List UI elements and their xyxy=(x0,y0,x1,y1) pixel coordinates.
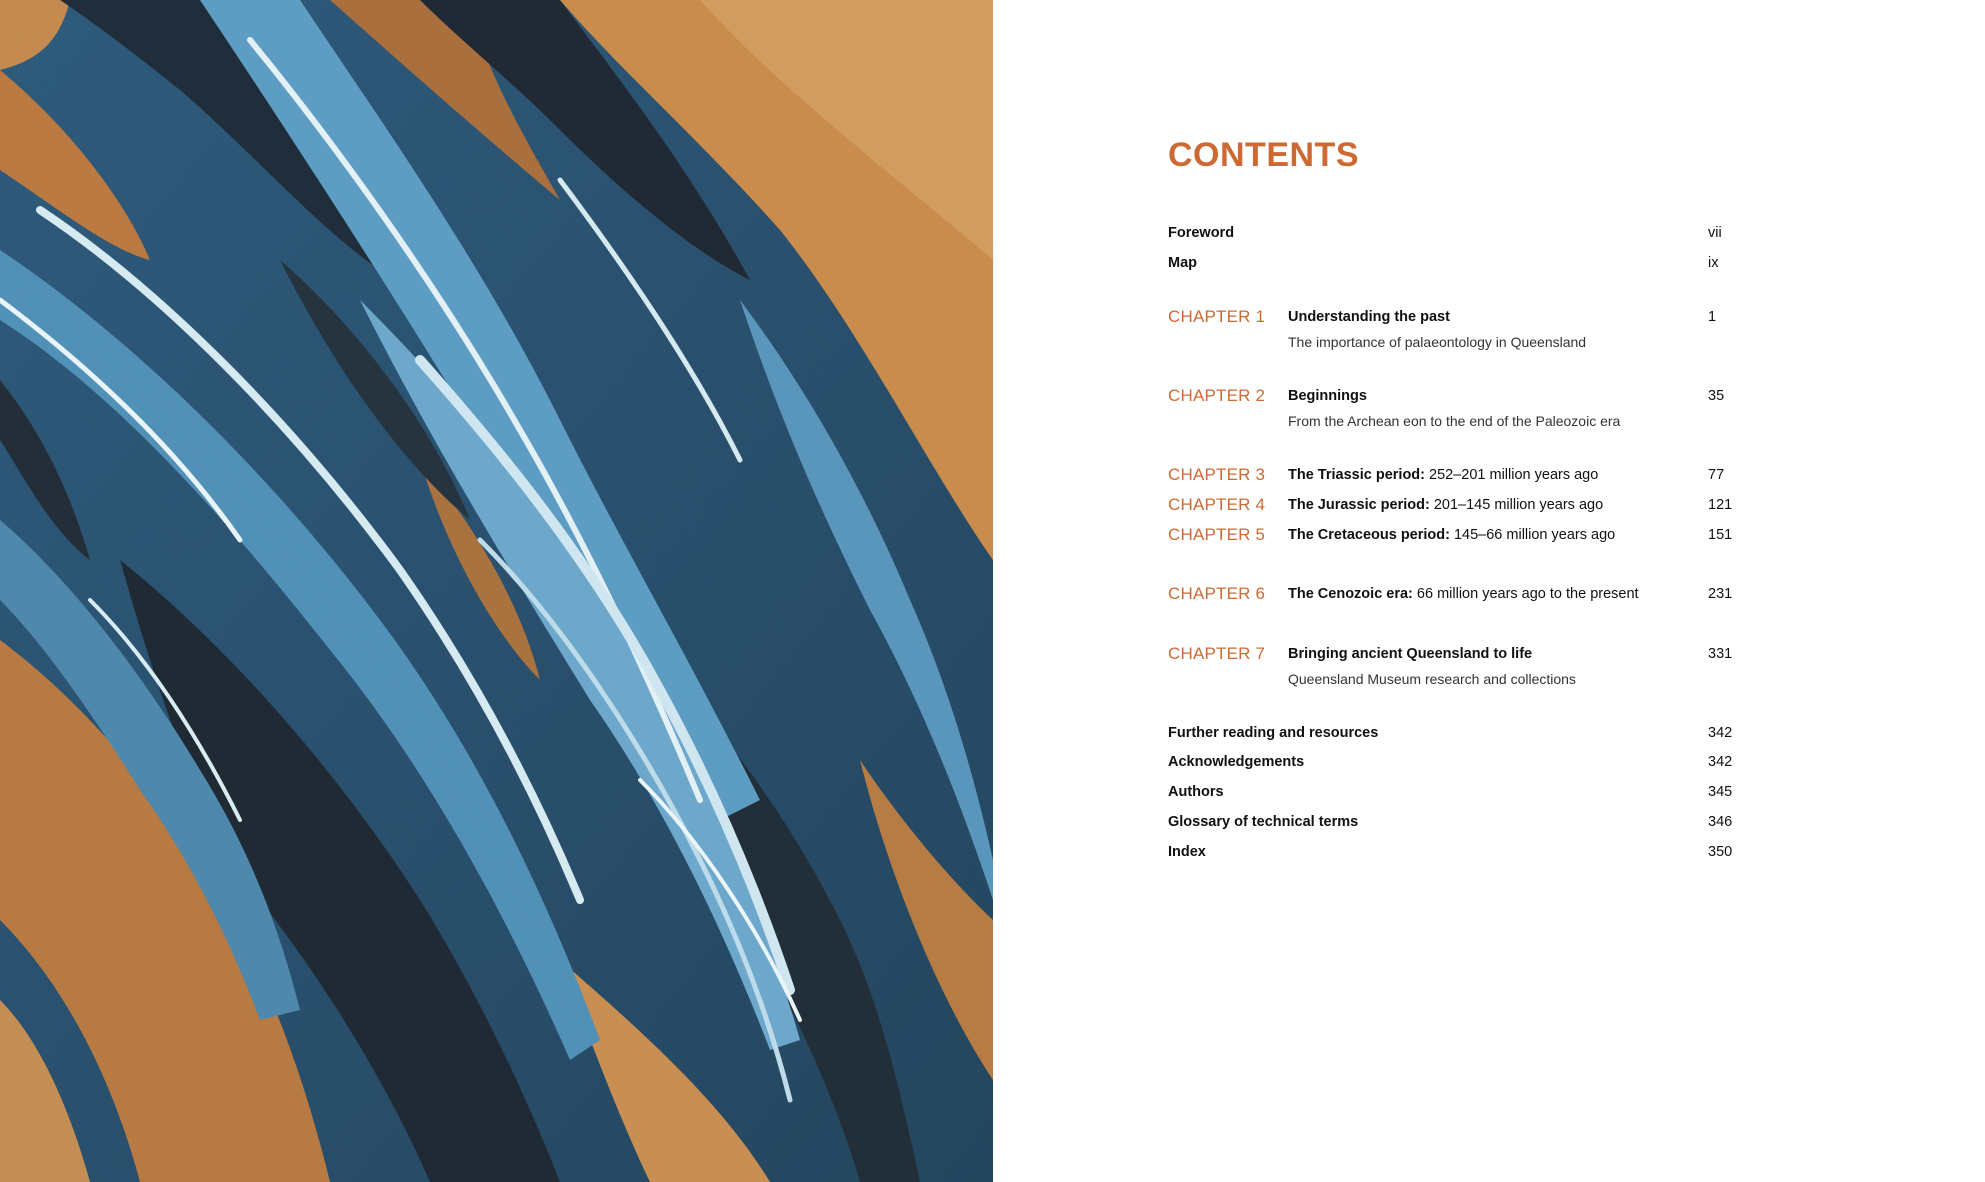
chapter-label: CHAPTER 2 xyxy=(1168,386,1266,405)
toc-entry-page: vii xyxy=(1708,225,1722,241)
toc-chapter-1[interactable] xyxy=(1168,304,1748,350)
chapter-title-line xyxy=(1288,492,1603,518)
chapter-page: 35 xyxy=(1708,388,1725,404)
chapter-title-line xyxy=(1288,522,1615,548)
toc-entry-authors[interactable] xyxy=(1168,779,1748,805)
chapter-label: CHAPTER 1 xyxy=(1168,307,1266,326)
toc-entry-title: Map xyxy=(1168,255,1197,271)
chapter-title-line xyxy=(1288,383,1367,409)
toc-entry-further-reading[interactable] xyxy=(1168,720,1748,746)
toc-entry-title: Index xyxy=(1168,844,1206,860)
chapter-subtitle: From the Archean eon to the end of the Paleozoic era xyxy=(1288,413,1621,429)
chapter-title: The Cenozoic era: xyxy=(1288,586,1413,602)
chapter-label: CHAPTER 7 xyxy=(1168,644,1266,663)
chapter-title: Beginnings xyxy=(1288,388,1367,404)
toc-entry-page: 342 xyxy=(1708,725,1733,741)
toc-entry-title: Acknowledgements xyxy=(1168,754,1305,770)
toc-entry-page: 342 xyxy=(1708,754,1733,770)
chapter-title: Understanding the past xyxy=(1288,309,1450,325)
toc-chapter-3[interactable] xyxy=(1168,462,1748,488)
toc-chapter-4[interactable] xyxy=(1168,492,1748,518)
chapter-title-line xyxy=(1288,304,1450,330)
chapter-subtitle: Queensland Museum research and collections xyxy=(1288,671,1576,687)
chapter-page: 231 xyxy=(1708,586,1733,602)
toc-chapter-6[interactable] xyxy=(1168,581,1748,607)
chapter-title: Bringing ancient Queensland to life xyxy=(1288,646,1533,662)
chapter-title: The Jurassic period: xyxy=(1288,497,1430,513)
toc-chapter-5[interactable] xyxy=(1168,522,1748,548)
chapter-detail: 201–145 million years ago xyxy=(1429,497,1604,513)
toc-entry-page: 350 xyxy=(1708,844,1733,860)
chapter-label: CHAPTER 4 xyxy=(1168,495,1266,514)
toc-entry-foreword[interactable] xyxy=(1168,220,1748,246)
chapter-label: CHAPTER 3 xyxy=(1168,465,1266,484)
contents-heading: CONTENTS xyxy=(1168,136,1359,174)
toc-entry-page: 345 xyxy=(1708,784,1733,800)
chapter-title-line xyxy=(1288,462,1598,488)
chapter-subtitle: The importance of palaeontology in Queensland xyxy=(1288,334,1587,350)
chapter-title: The Triassic period: xyxy=(1288,467,1425,483)
chapter-title: The Cretaceous period: xyxy=(1288,527,1450,543)
toc-entry-glossary[interactable] xyxy=(1168,809,1748,835)
chapter-label: CHAPTER 5 xyxy=(1168,525,1266,544)
chapter-page: 151 xyxy=(1708,527,1733,543)
toc-chapter-2[interactable] xyxy=(1168,383,1748,429)
chapter-page: 77 xyxy=(1708,467,1725,483)
chapter-detail: 145–66 million years ago xyxy=(1449,527,1616,543)
toc-entry-title: Authors xyxy=(1168,784,1224,800)
toc-entry-acknowledgements[interactable] xyxy=(1168,749,1748,775)
chapter-page: 121 xyxy=(1708,497,1733,513)
chapter-detail: 252–201 million years ago xyxy=(1425,467,1599,483)
table-of-contents xyxy=(1168,0,1788,1182)
chapter-title-line xyxy=(1288,641,1532,667)
toc-entry-page: ix xyxy=(1708,255,1719,271)
toc-chapter-7[interactable] xyxy=(1168,641,1748,687)
chapter-page: 331 xyxy=(1708,646,1733,662)
chapter-label: CHAPTER 6 xyxy=(1168,584,1266,603)
toc-entry-page: 346 xyxy=(1708,814,1733,830)
chapter-detail: 66 million years ago to the present xyxy=(1412,586,1639,602)
toc-entry-title: Glossary of technical terms xyxy=(1168,814,1359,830)
toc-entry-map[interactable] xyxy=(1168,250,1748,276)
toc-entry-title: Further reading and resources xyxy=(1168,725,1379,741)
chapter-title-line xyxy=(1288,581,1639,607)
toc-entry-index[interactable] xyxy=(1168,839,1748,865)
toc-entry-title: Foreword xyxy=(1168,225,1235,241)
chapter-page: 1 xyxy=(1708,309,1717,325)
